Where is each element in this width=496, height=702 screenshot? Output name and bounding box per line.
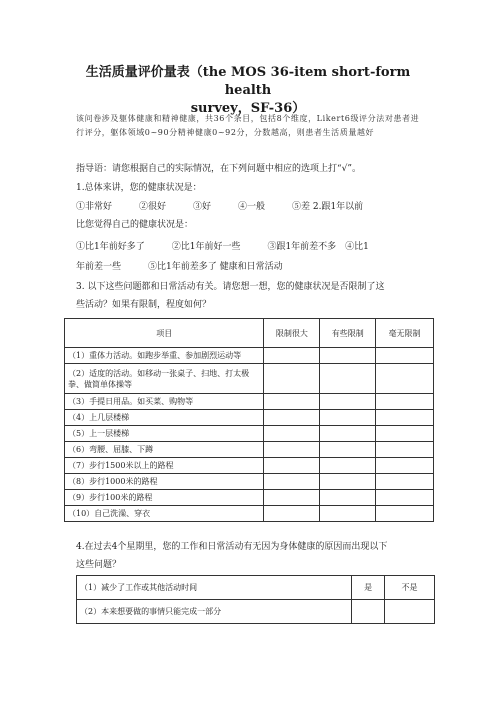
table-row [65,426,434,442]
activity-limitation-table [64,318,434,522]
question-4-line-2: 这些问题？ [76,560,122,570]
answer-cell[interactable] [376,410,434,426]
question-3-line-1: 3. 以下这些问题都和日常活动有关。请您想一想，您的健康状况是否限制了这 [76,282,385,292]
question-1-options: ①非常好 ②很好 ③好 ④一般 ⑤差 2.跟1年以前 [76,202,364,212]
question-2-options-line-2: 年前差一些 ⑤比1年前差多了 健康和日常活动 [76,262,283,272]
question-2-options-line-1: ①比1年前好多了 ②比1年前好一些 ③跟1年前差不多 ④比1 [76,242,369,252]
row-label: （1）减少了工作或其他活动时间 [77,576,352,600]
table-row [65,474,434,490]
header-limited-a-little: 有些限制 [320,319,376,348]
title-line-2: survey，SF-36） [190,101,306,116]
answer-cell[interactable] [264,348,320,364]
table-row [65,364,434,394]
answer-cell[interactable] [320,474,376,490]
table-row [65,394,434,410]
document-title [70,64,426,118]
row-label: （4）上几层楼梯 [65,410,264,426]
answer-cell[interactable] [376,426,434,442]
answer-cell[interactable] [376,458,434,474]
row-label: （5）上一层楼梯 [65,426,264,442]
table-row [65,348,434,364]
answer-cell[interactable] [264,474,320,490]
answer-cell[interactable] [376,490,434,506]
header-limited-a-lot: 限制很大 [264,319,320,348]
answer-cell[interactable] [320,364,376,394]
question-1: 1.总体来讲，您的健康状况是： [76,183,202,193]
answer-cell[interactable] [320,394,376,410]
answer-cell[interactable] [320,458,376,474]
row-label: （7）步行1500米以上的路程 [65,458,264,474]
answer-cell[interactable] [376,474,434,490]
answer-cell[interactable] [264,458,320,474]
table-row [65,410,434,426]
table-row [77,600,435,624]
answer-cell[interactable] [264,506,320,522]
table-row [65,442,434,458]
header-not-limited: 毫无限制 [376,319,434,348]
answer-cell[interactable] [320,426,376,442]
answer-cell[interactable] [264,410,320,426]
table-row [77,576,435,600]
answer-cell[interactable] [264,426,320,442]
title-line-1: 生活质量评价量表（the MOS 36-item short-form health [85,65,411,98]
answer-cell[interactable] [320,410,376,426]
intro-paragraph: 该问卷涉及躯体健康和精神健康，共36个条目，包括8个维度，Likert6级评分法对患者进行评分，躯体领域0~90分精神健康0~92分，分数越高，则患者生活质量越好 [76,114,420,137]
question-2: 比您觉得自己的健康状况是： [76,220,194,230]
yes-option[interactable]: 是 [352,576,385,600]
row-label: （9）步行100米的路程 [65,490,264,506]
answer-cell[interactable] [376,394,434,410]
row-label: （3）手提日用品。如买菜、购物等 [65,394,264,410]
table-row [65,490,434,506]
header-item: 项目 [65,319,264,348]
no-option[interactable]: 不是 [385,576,435,600]
answer-cell[interactable] [376,506,434,522]
row-label: （8）步行1000米的路程 [65,474,264,490]
answer-cell[interactable] [320,506,376,522]
answer-cell[interactable] [385,600,435,624]
guide-text: 指导语：请您根据自己的实际情况，在下列问题中相应的选项上打“√”。 [76,164,361,174]
answer-cell[interactable] [320,490,376,506]
row-label: （2）适度的活动。如移动一张桌子、扫地、打太极拳、做简单体操等 [65,364,264,394]
answer-cell[interactable] [264,394,320,410]
row-label: （10）自己洗澡、穿衣 [65,506,264,522]
question-3-line-2: 些活动？如果有限制，程度如何？ [76,300,212,310]
work-problems-table [76,575,435,624]
table-row [65,458,434,474]
answer-cell[interactable] [376,348,434,364]
table-header-row [65,319,434,348]
answer-cell[interactable] [264,490,320,506]
row-label: （2）本来想要做的事情只能完成一部分 [77,600,352,624]
table-row [65,506,434,522]
answer-cell[interactable] [264,442,320,458]
question-4-line-1: 4.在过去4个星期里，您的工作和日常活动有无因为身体健康的原因而出现以下 [76,542,388,552]
answer-cell[interactable] [320,348,376,364]
answer-cell[interactable] [376,364,434,394]
row-label: （6）弯腰、屈膝、下蹲 [65,442,264,458]
answer-cell[interactable] [376,442,434,458]
answer-cell[interactable] [320,442,376,458]
answer-cell[interactable] [264,364,320,394]
answer-cell[interactable] [352,600,385,624]
row-label: （1）重体力活动。如跑步举重、参加剧烈运动等 [65,348,264,364]
